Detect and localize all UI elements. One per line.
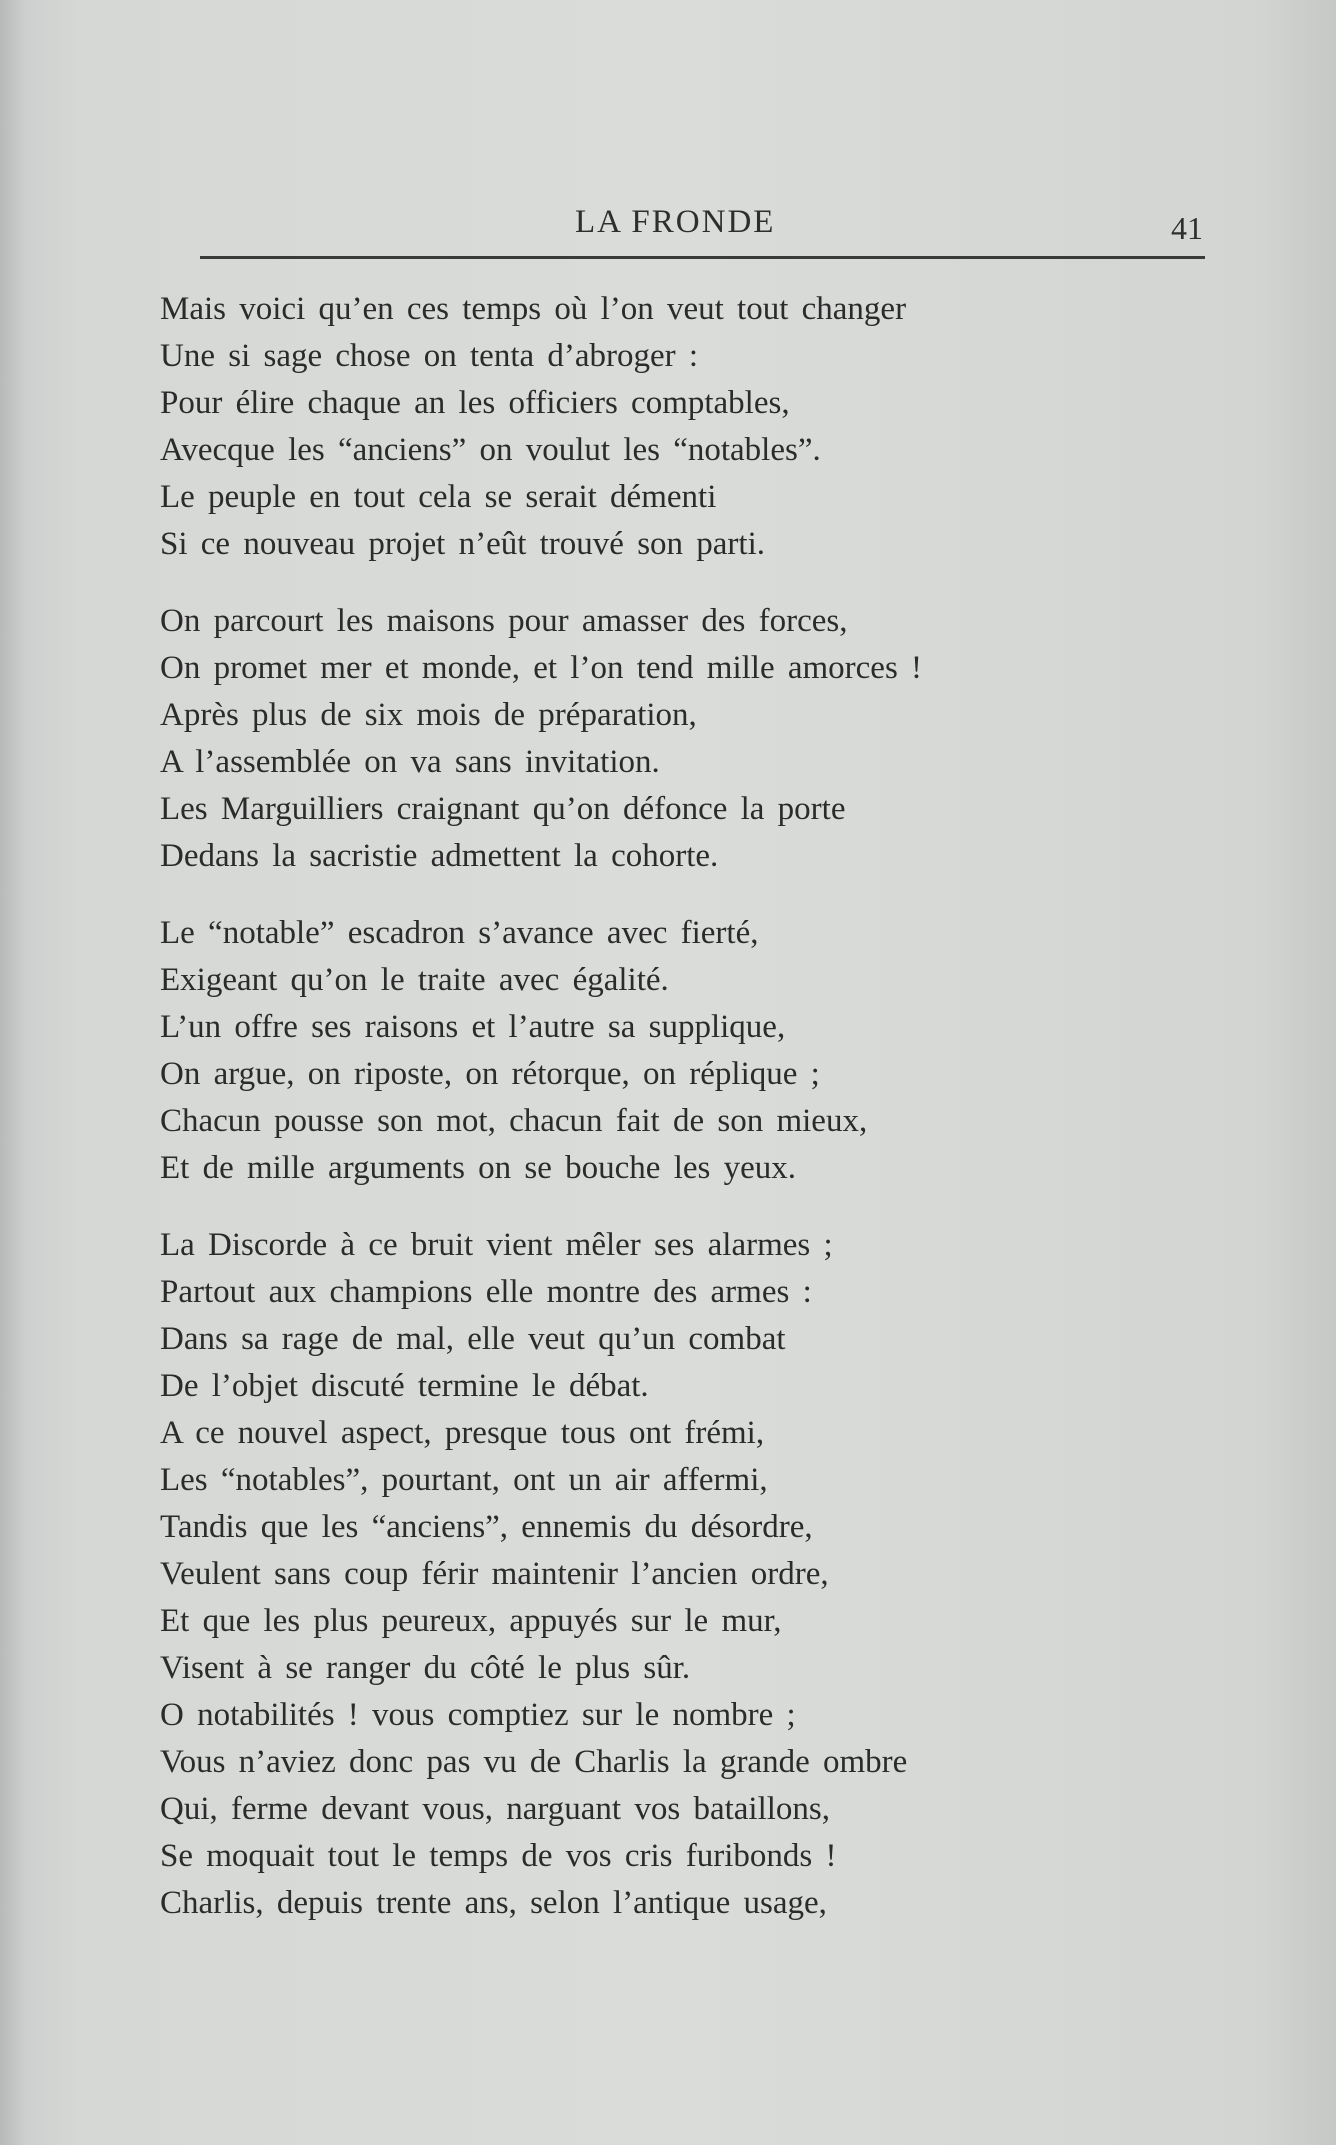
verse-line: Si ce nouveau projet n’eût trouvé son parti. <box>160 526 766 562</box>
verse-line: Vous n’aviez donc pas vu de Charlis la grande ombre <box>160 1744 908 1780</box>
verse-line: Le peuple en tout cela se serait démenti <box>160 479 717 515</box>
verse-line: Dans sa rage de mal, elle veut qu’un combat <box>160 1321 786 1357</box>
stanza <box>160 286 1200 568</box>
verse-line: L’un offre ses raisons et l’autre sa supplique, <box>160 1009 786 1045</box>
running-title: LA FRONDE <box>575 204 776 240</box>
verse-line: On promet mer et monde, et l’on tend mille amorces ! <box>160 650 923 686</box>
verse-line: On argue, on riposte, on rétorque, on réplique ; <box>160 1056 820 1092</box>
verse-line: Dedans la sacristie admettent la cohorte. <box>160 838 719 874</box>
verse-line: Se moquait tout le temps de vos cris furibonds ! <box>160 1838 837 1874</box>
page-number: 41 <box>1171 210 1203 246</box>
verse-line: Tandis que les “anciens”, ennemis du désordre, <box>160 1509 813 1545</box>
verse-line: Et que les plus peureux, appuyés sur le mur, <box>160 1603 782 1639</box>
verse-line: Pour élire chaque an les officiers comptables, <box>160 385 790 421</box>
verse-line: Les Marguilliers craignant qu’on défonce la porte <box>160 791 846 827</box>
stanza <box>160 1222 1200 1927</box>
header-rule <box>200 256 1205 259</box>
stanza <box>160 598 1200 880</box>
page-gutter-shadow <box>0 0 26 2145</box>
verse-line: Exigeant qu’on le traite avec égalité. <box>160 962 669 998</box>
verse-line: On parcourt les maisons pour amasser des forces, <box>160 603 848 639</box>
verse-line: Avecque les “anciens” on voulut les “notables”. <box>160 432 821 468</box>
verse-line: Chacun pousse son mot, chacun fait de son mieux, <box>160 1103 868 1139</box>
verse-line: Le “notable” escadron s’avance avec fierté, <box>160 915 759 951</box>
verse-line: Les “notables”, pourtant, ont un air affermi, <box>160 1462 768 1498</box>
verse-line: Qui, ferme devant vous, narguant vos bataillons, <box>160 1791 831 1827</box>
verse-line: Partout aux champions elle montre des armes : <box>160 1274 812 1310</box>
verse-line: Mais voici qu’en ces temps où l’on veut tout changer <box>160 291 907 327</box>
verse-line: A l’assemblée on va sans invitation. <box>160 744 660 780</box>
poem-body <box>160 286 1200 1957</box>
verse-line: De l’objet discuté termine le débat. <box>160 1368 649 1404</box>
verse-line: O notabilités ! vous comptiez sur le nombre ; <box>160 1697 796 1733</box>
page-header <box>200 196 1205 266</box>
verse-line: Une si sage chose on tenta d’abroger : <box>160 338 699 374</box>
verse-line: Veulent sans coup férir maintenir l’ancien ordre, <box>160 1556 829 1592</box>
verse-line: Et de mille arguments on se bouche les yeux. <box>160 1150 796 1186</box>
stanza <box>160 910 1200 1192</box>
verse-line: Visent à se ranger du côté le plus sûr. <box>160 1650 691 1686</box>
verse-line: Charlis, depuis trente ans, selon l’antique usage, <box>160 1885 827 1921</box>
verse-line: Après plus de six mois de préparation, <box>160 697 697 733</box>
verse-line: A ce nouvel aspect, presque tous ont frémi, <box>160 1415 765 1451</box>
verse-line: La Discorde à ce bruit vient mêler ses alarmes ; <box>160 1227 833 1263</box>
